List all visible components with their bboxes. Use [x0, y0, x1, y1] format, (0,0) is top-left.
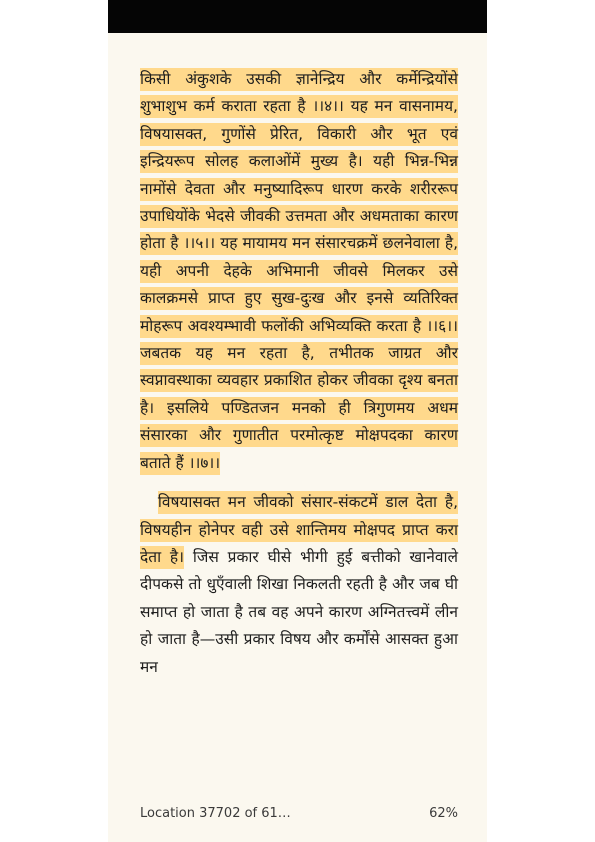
highlighted-passage[interactable]: किसी अंकुशके उसकी ज्ञानेन्द्रिय और कर्मेन्द्रियोंसे शुभाशुभ कर्म कराता रहता है ।।४।। यह मन वासनामय, विषयासक्त, गुणोंसे प्रेरित, विकारी और भूत एवं इन्द्रियरूप सोलह कलाओंमें मुख्य है। यही भिन्न-भिन्न नामोंसे देवता और मनुष्यादिरूप धारण करके शरीररूप उपाधियोंके भेदसे जीवकी उत्तमता और अधमताका कारण होता है ।।५।। यह मायामय मन संसारचक्रमें छलनेवाला है, यही अपनी देहके अभिमानी जीवसे मिलकर उसे कालक्रमसे प्राप्त हुए सुख-दुःख और इनसे व्यतिरिक्त मोहरूप अवश्यम्भावी फलोंकी अभिव्यक्ति करता है ।।६।। जबतक यह मन रहता है, तभीतक जाग्रत और स्वप्नावस्थाका व्यवहार प्रकाशित होकर जीवका दृश्य बनता है। इसलिये पण्डितजन मनको ही त्रिगुणमय अधम संसारका और गुणातीत परमोत्कृष्ट मोक्षपदका कारण बताते हैं ।।७।। [140, 68, 458, 475]
progress-percent: 62% [429, 806, 458, 821]
highlighted-passage[interactable]: विषयासक्त मन जीवको संसार-संकटमें डाल देता है, विषयहीन होनेपर वही उसे शान्तिमय मोक्षपद प्राप्त करा देता है। [140, 491, 458, 569]
top-bar[interactable] [108, 0, 487, 33]
plain-passage: जिस प्रकार घीसे भीगी हुई बत्तीको खानेवाले दीपकसे तो धुएँवाली शिखा निकलती रहती है और जब घी समाप्त हो जाता है तब वह अपने कारण अग्नितत्त्वमें लीन हो जाता है—उसी प्रकार विषय और कर्मोंसे आसक्त हुआ मन [140, 547, 458, 676]
location-indicator[interactable]: Location 37702 of 61… [140, 806, 291, 821]
reader-view [108, 0, 487, 842]
page-content[interactable] [140, 66, 458, 681]
paragraph[interactable] [140, 66, 458, 477]
paragraph[interactable] [140, 489, 458, 681]
reading-footer[interactable] [140, 806, 458, 830]
